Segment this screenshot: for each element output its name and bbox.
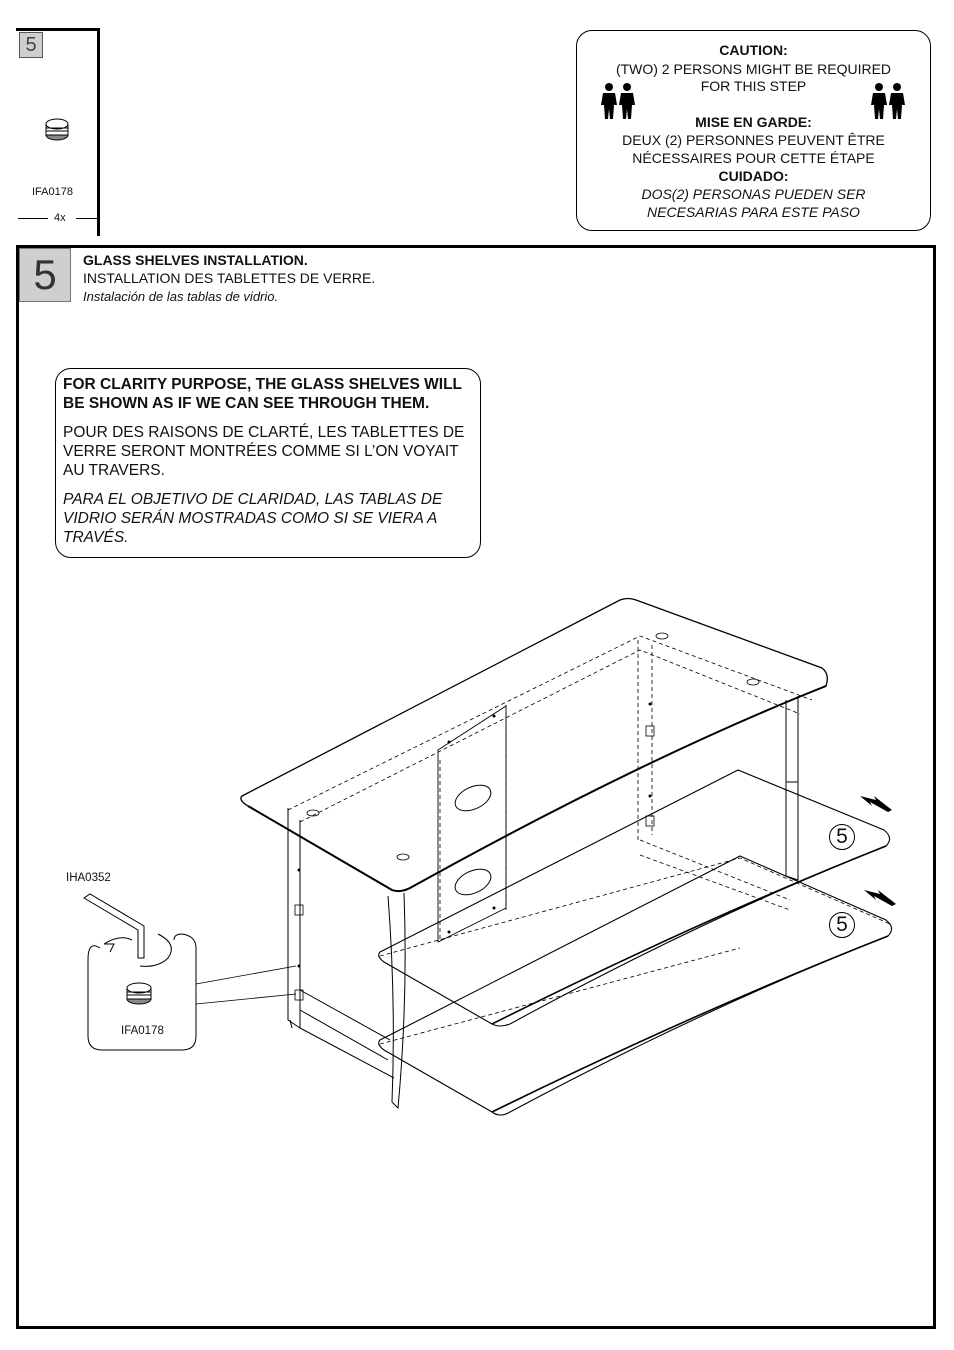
step-number: 5: [19, 248, 71, 302]
caution-es-line2: NECESARIAS PARA ESTE PASO: [647, 204, 860, 220]
insert-arrow-upper: [860, 796, 892, 812]
two-persons-icon-left: [601, 83, 635, 119]
caution-fr-line1: DEUX (2) PERSONNES PEUVENT ÊTRE: [622, 132, 885, 148]
caution-en-line2: FOR THIS STEP: [700, 78, 807, 94]
caution-fr-line2: NÉCESSAIRES POUR CETTE ÉTAPE: [632, 150, 875, 166]
note-fr: POUR DES RAISONS DE CLARTÉ, LES TABLETTES DE VERRE SERONT MONTRÉES COMME SI L’ON VOYAIT AU TRAVERS.: [63, 424, 465, 479]
detail-code-label: IFA0178: [121, 1025, 164, 1037]
detail-pad-icon: [127, 983, 151, 1004]
parts-quantity: 4x: [54, 212, 66, 224]
top-glass-shelf: [241, 599, 827, 892]
support-pad-icon: [46, 119, 68, 140]
note-en: FOR CLARITY PURPOSE, THE GLASS SHELVES WILL BE SHOWN AS IF WE CAN SEE THROUGH THEM.: [63, 376, 462, 412]
caution-es-line1: DOS(2) PERSONAS PUEDEN SER: [641, 186, 866, 202]
caution-en-title: CAUTION:: [719, 42, 788, 58]
caution-es-title: CUIDADO:: [718, 168, 789, 184]
frame-pads: [295, 633, 759, 1000]
parts-code-label: IFA0178: [32, 186, 73, 198]
step-title-fr: INSTALLATION DES TABLETTES DE VERRE.: [83, 270, 376, 286]
middle-glass-shelf: [379, 770, 890, 1026]
shelf-step-mark-upper: 5: [829, 824, 855, 850]
insert-arrow-lower: [864, 890, 896, 906]
right-rear-leg: [786, 696, 798, 880]
two-persons-icon-right: [871, 83, 905, 119]
caution-fr-title: MISE EN GARDE:: [695, 114, 812, 130]
step-title-en: GLASS SHELVES INSTALLATION.: [83, 252, 308, 268]
shelf-step-mark-lower: 5: [829, 912, 855, 938]
step-title-es: Instalación de las tablas de vidrio.: [83, 289, 279, 304]
note-es: PARA EL OBJETIVO DE CLARIDAD, LAS TABLAS DE VIDRIO SERÁN MOSTRADAS COMO SI SE VIERA A TRAVÉS.: [63, 491, 443, 546]
allen-key-icon: [84, 894, 171, 966]
parts-step-number: 5: [19, 32, 43, 58]
bottom-glass-shelf: [379, 856, 892, 1115]
caution-en-line1: (TWO) 2 PERSONS MIGHT BE REQUIRED: [615, 61, 892, 77]
tool-code-label: IHA0352: [66, 872, 111, 884]
